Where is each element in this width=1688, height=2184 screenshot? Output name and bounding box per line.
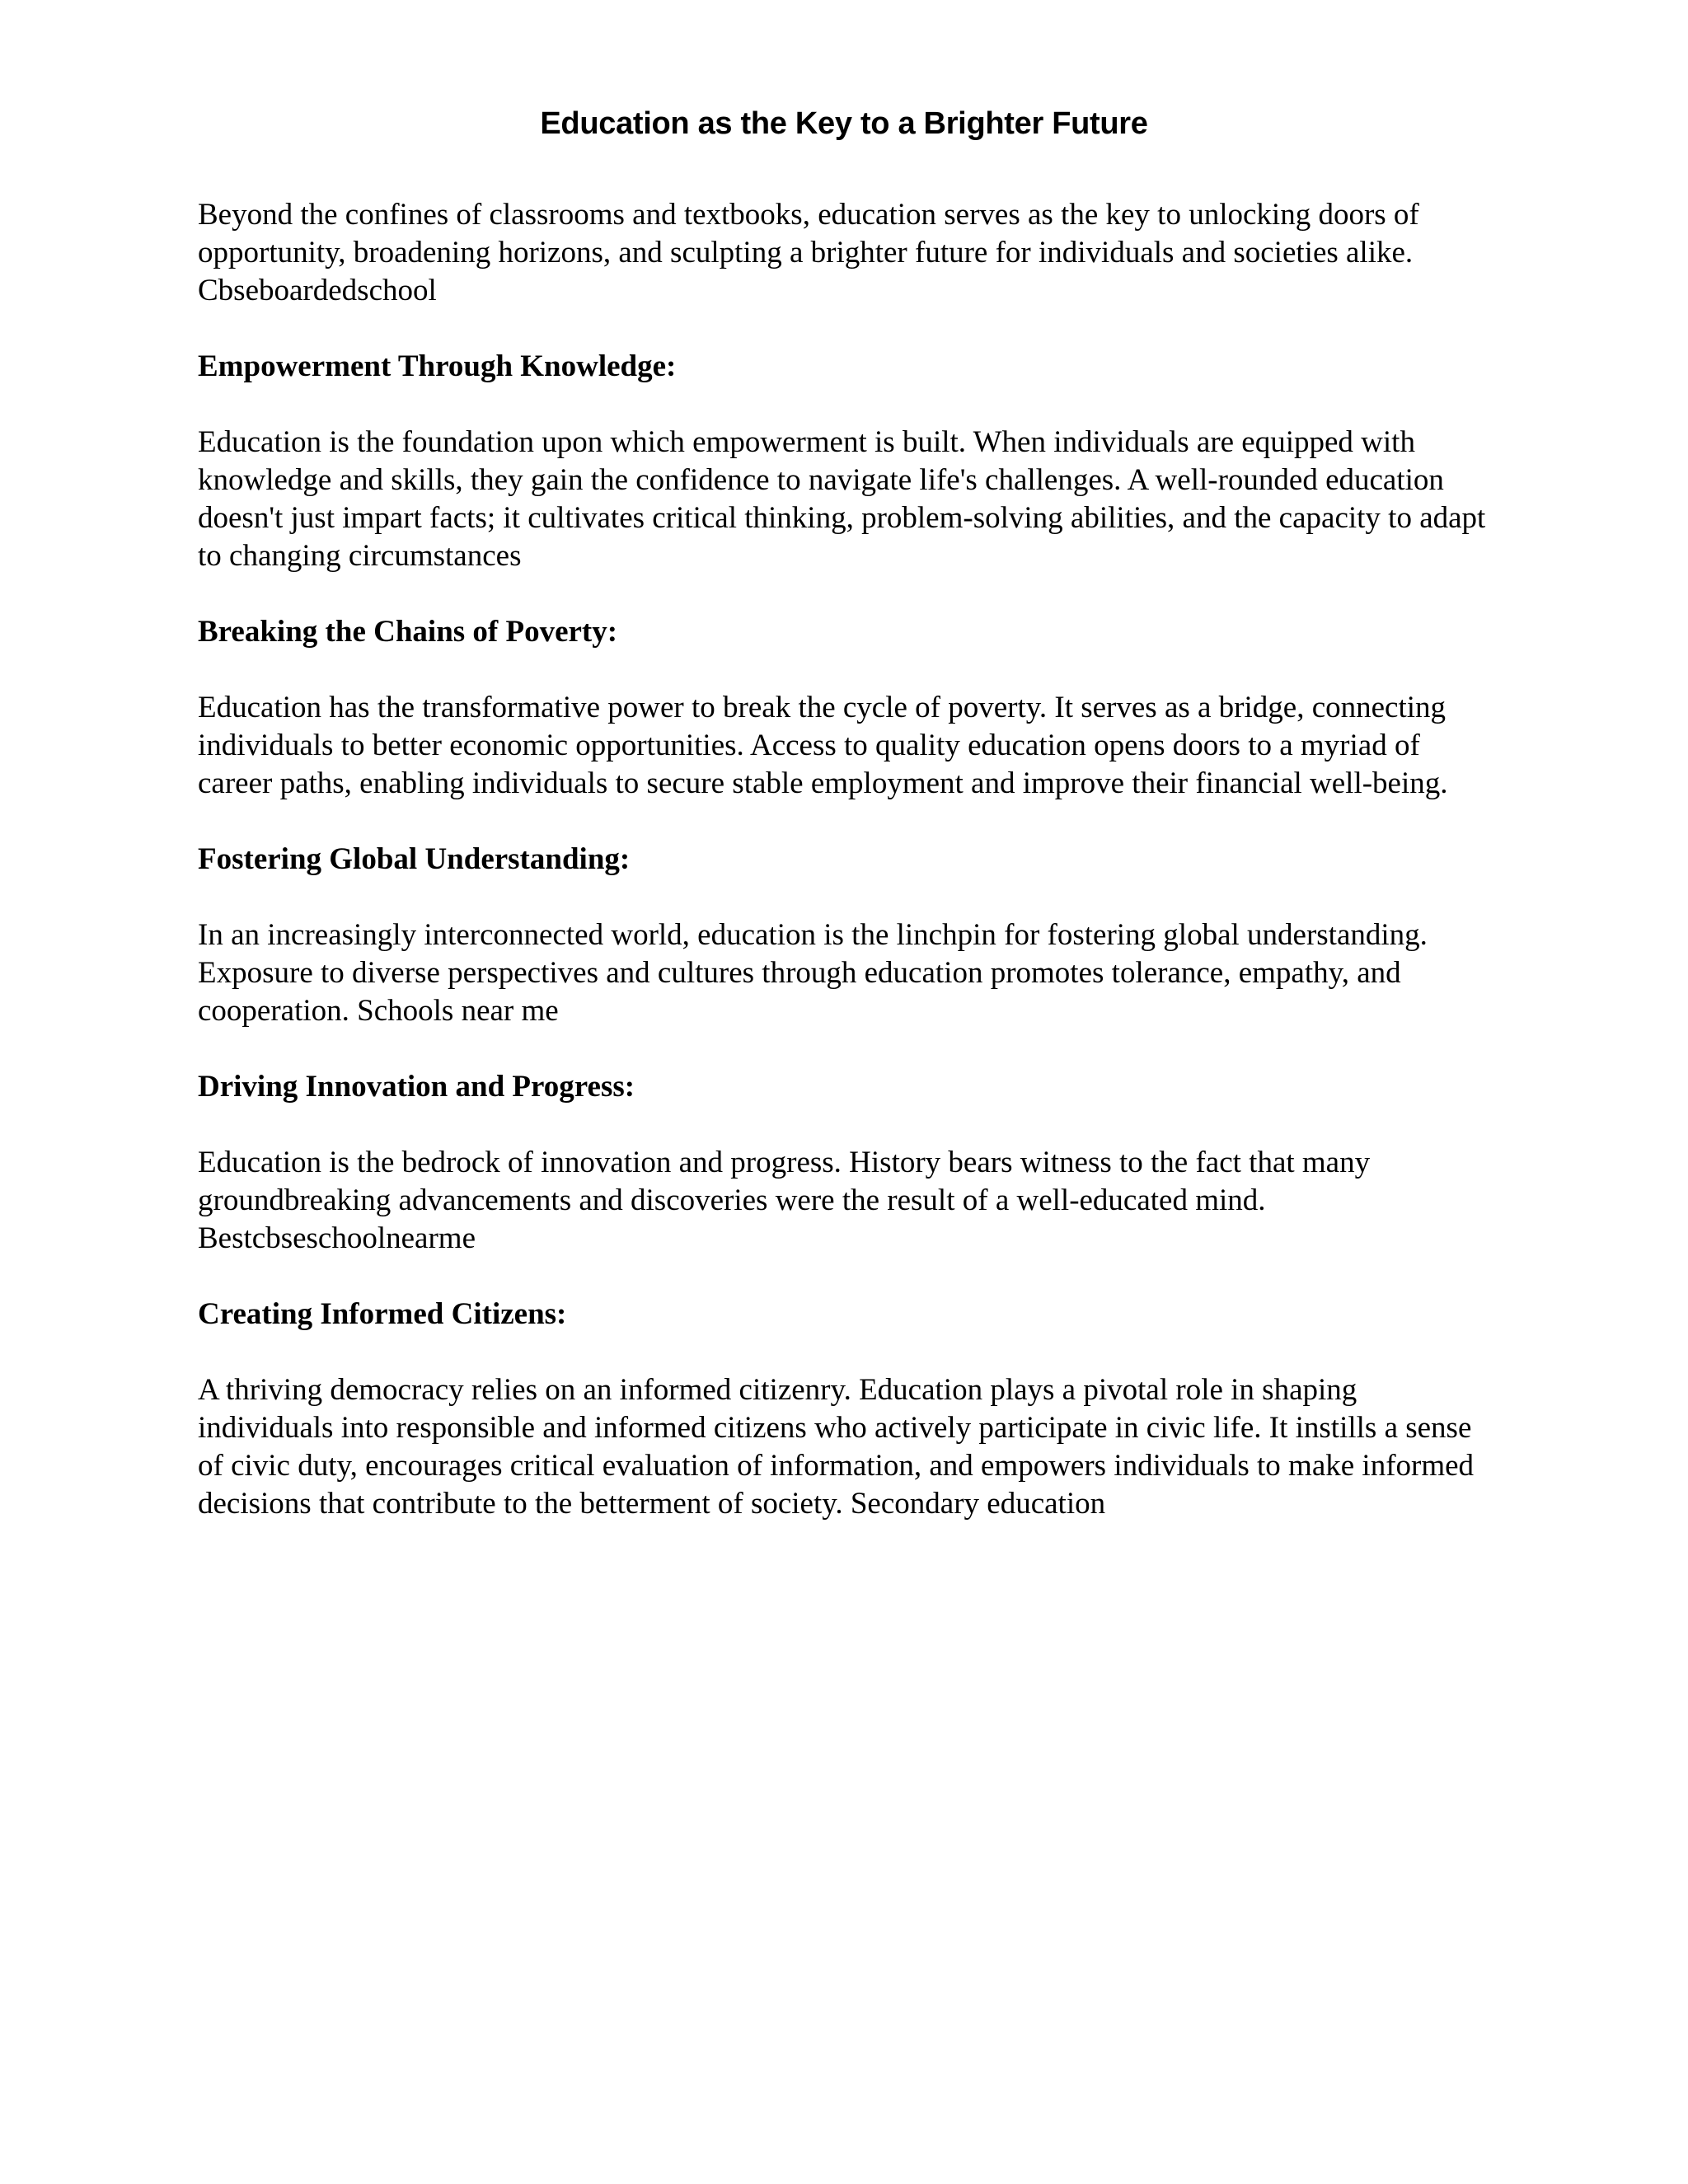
section-heading-innovation: Driving Innovation and Progress:	[198, 1070, 635, 1104]
paragraph-spacer	[198, 651, 1492, 689]
paragraph-spacer	[198, 879, 1492, 916]
section-body-empowerment: Education is the foundation upon which empowerment is built. When individuals are equipped with knowledge and skills, they gain the confidence to navigate life's challenges. A well-rounded education doesn't just impart facts; it cultivates critical thinking, problem-solving abilities, and the capacity to adapt to changing circumstances	[198, 425, 1486, 573]
paragraph-spacer	[198, 803, 1492, 841]
section-body-innovation: Education is the bedrock of innovation and progress. History bears witness to the fact that many groundbreaking advancements and discoveries were the result of a well-educated mind. Bestcbseschoolnearme	[198, 1146, 1371, 1255]
paragraph-spacer	[198, 575, 1492, 613]
section-heading-global-understanding: Fostering Global Understanding:	[198, 842, 631, 876]
paragraph-spacer	[198, 1030, 1492, 1068]
section-heading-informed-citizens: Creating Informed Citizens:	[198, 1297, 567, 1331]
paragraph-spacer	[198, 310, 1492, 348]
document-body	[198, 196, 1492, 1523]
paragraph-spacer	[198, 1258, 1492, 1296]
paragraph-spacer	[198, 1333, 1492, 1371]
section-heading-empowerment: Empowerment Through Knowledge:	[198, 349, 677, 383]
section-body-poverty: Education has the transformative power to break the cycle of poverty. It serves as a bridge, connecting individuals to better economic opportunities. Access to quality education opens doors to a myriad of career paths, enabling individuals to secure stable employment and improve their financial well-being.	[198, 691, 1448, 800]
section-heading-poverty: Breaking the Chains of Poverty:	[198, 615, 618, 649]
section-body-informed-citizens: A thriving democracy relies on an informed citizenry. Education plays a pivotal role in shaping individuals into responsible and informed citizens who actively participate in civic life. It instills a sense of civic duty, encourages critical evaluation of information, and empowers individuals to make informed decisions that contribute to the betterment of society. Secondary education	[198, 1373, 1475, 1521]
document-title: Education as the Key to a Brighter Future	[540, 106, 1148, 141]
intro-paragraph: Beyond the confines of classrooms and textbooks, education serves as the key to unlocking doors of opportunity, broadening horizons, and sculpting a brighter future for individuals and societies alike. Cbseboardedschool	[198, 198, 1419, 307]
paragraph-spacer	[198, 1106, 1492, 1144]
paragraph-spacer	[198, 386, 1492, 424]
section-body-global-understanding: In an increasingly interconnected world, education is the linchpin for fostering global understanding. Exposure to diverse perspectives and cultures through education promotes tolerance, empathy, and cooperation. Schools near me	[198, 918, 1428, 1028]
